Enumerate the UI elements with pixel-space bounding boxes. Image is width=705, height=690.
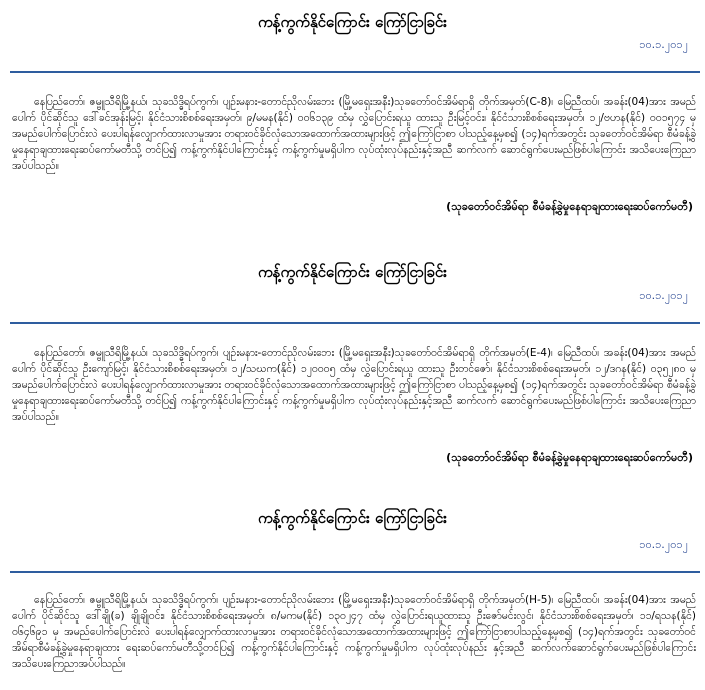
notice-2-title: ကန့်ကွက်နိုင်ကြောင်း ကြော်ငြာခြင်း xyxy=(258,263,447,281)
notice-3-date: ၁၀.၁.၂၀၁၂ xyxy=(639,538,688,551)
notice-2-date: ၁၀.၁.၂၀၁၂ xyxy=(639,289,688,302)
notice-3-title: ကန့်ကွက်နိုင်ကြောင်း ကြော်ငြာခြင်း xyxy=(258,509,447,527)
notice-1-title: ကန့်ကွက်နိုင်ကြောင်း ကြော်ငြာခြင်း xyxy=(258,13,447,31)
notice-3-body: နေပြည်တော်၊ ဇမ္ဗူသီရိမြို့နယ်၊ သုခသိဒ္ဓိရပ်ကွက်၊ ပျဉ်းမနား-တောင်ညိုလမ်းဘေး (မြို့မရှေးအနီး)သုခတော်ဝင်အိမ်ရာရှိ တိုက်အမှတ်(H-5)၊ မြေညီထပ်၊ အခန်း(04)အား အမည်ပေါက် ပိုင်ဆိုင်သူ ဒေါ်ချို(ခ) ချိုချိုဝင်း၊ နိုင်ငံသားစိစစ်ရေးအမှတ်၊ ၈/မကမ(နိုင်) ၁၃၀၂၄၇ ထံမှ လွှဲပြောင်းရယူထားသူ ဦးဇော်မင်းလွင်၊ နိုင်ငံသားစိစစ်ရေးအမှတ်၊ ၁၁/ရသန(နိုင်) ၀၆၄၆၉၁ မှ အမည်ပေါက်ပြောင်းလဲ ပေးပါရန်လျှောက်ထားလာမှုအား တရားဝင်ခိုင်လုံသောအထောက်အထားများဖြင့် ဤကြော်ငြာစာပါသည့်နေ့မှစ၍ (၁၄)ရက်အတွင်း သုခတော်ဝင်အိမ်ရာစီမံခန့်ခွဲမှုနေရာချထား ရေးဆပ်ကော်မတီသို့တင်ပြ၍ ကန့်ကွက်နိုင်ပါကြောင်းနှင့် ကန့်ကွက်မှုမရှိပါက လုပ်ထုံးလုပ်နည်း နှင့်အညီ ဆက်လက်ဆောင်ရွက်ပေးမည်ဖြစ်ပါကြောင်း အသိပေးကြေညာအပ်ပါသည်။ xyxy=(12,594,696,670)
notice-1-date: ၁၀.၁.၂၀၁၂ xyxy=(639,38,688,51)
notice-1-signature: (သုခတော်ဝင်အိမ်ရာ စီမံခန့်ခွဲမှုနေရာချထားရေးဆပ်ကော်မတီ) xyxy=(446,200,693,213)
notice-3-divider xyxy=(10,571,700,573)
notice-2-body: နေပြည်တော်၊ ဇမ္ဗူသီရိမြို့နယ်၊ သုခသိဒ္ဓိရပ်ကွက်၊ ပျဉ်းမနား-တောင်ညိုလမ်းဘေး (မြို့မရှေးအနီး)သုခတော်ဝင်အိမ်ရာရှိ တိုက်အမှတ်(E-4)၊ မြေညီထပ်၊ အခန်း(04)အား အမည်ပေါက် ပိုင်ဆိုင်သူ ဦးကျော်မြင့်၊ နိုင်ငံသားစိစစ်ရေးအမှတ်၊ ၁၂/သဃက(နိုင်) ၁၂၀၀၀၅ ထံမှ လွှဲပြောင်းရယူ ထားသူ ဦးတင်ဇော်၊ နိုင်ငံသားစိစစ်ရေးအမှတ်၊ ၁၂/ဒဂန(နိုင်) ၀၃၅၂၈၀ မှ အမည်ပေါက်ပြောင်းလဲ ပေးပါရန်လျှောက်ထားလာမှုအား တရားဝင်ခိုင်လုံသောအထောက်အထားများဖြင့် ဤကြော်ငြာစာ ပါသည့်နေ့မှစ၍ (၁၄)ရက်အတွင်း သုခတော်ဝင်အိမ်ရာ စီမံခန့်ခွဲမှုနေရာချထားရေးဆပ်ကော်မတီသို့ တင်ပြ၍ ကန့်ကွက်နိုင်ပါကြောင်းနှင့် ကန့်ကွက်မှုမရှိပါက လုပ်ထုံးလုပ်နည်းနှင့်အညီ ဆက်လက် ဆောင်ရွက်ပေးမည်ဖြစ်ပါကြောင်း အသိပေးကြေညာအပ်ပါသည်။ xyxy=(12,347,696,423)
notice-1-body: နေပြည်တော်၊ ဇမ္ဗူသီရိမြို့နယ်၊ သုခသိဒ္ဓိရပ်ကွက်၊ ပျဉ်းမနား-တောင်ညိုလမ်းဘေး (မြို့မရှေးအနီး)သုခတော်ဝင်အိမ်ရာရှိ တိုက်အမှတ်(C-8)၊ မြေညီထပ်၊ အခန်း(04)အား အမည်ပေါက် ပိုင်ဆိုင်သူ ဒေါ်ခင်အုန်းမြင့်၊ နိုင်ငံသားစိစစ်ရေးအမှတ်၊ ၉/မမန(နိုင်) ၀၀၆၁၃၉ ထံမှ လွှဲပြောင်းရယူ ထားသူ ဦးမြင့်ဝင်း၊ နိုင်ငံသားစိစစ်ရေးအမှတ်၊ ၁၂/ဗဟန(နိုင်) ၀၀၁၅၇၄ မှ အမည်ပေါက်ပြောင်းလဲ ပေးပါရန်လျှောက်ထားလာမှုအား တရားဝင်ခိုင်လုံသောအထောက်အထားများဖြင့် ဤကြော်ငြာစာ ပါသည့်နေ့မှစ၍ (၁၄)ရက်အတွင်း သုခတော်ဝင်အိမ်ရာ စီမံခန့်ခွဲမှုနေရာချထားရေးဆပ်ကော်မတီသို့ တင်ပြ၍ ကန့်ကွက်နိုင်ပါကြောင်းနှင့် ကန့်ကွက်မှုမရှိပါက လုပ်ထုံးလုပ်နည်းနှင့်အညီ ဆက်လက် ဆောင်ရွက်ပေးမည်ဖြစ်ပါကြောင်း အသိပေးကြေညာအပ်ပါသည်။ xyxy=(12,96,696,172)
notice-2-signature: (သုခတော်ဝင်အိမ်ရာ စီမံခန့်ခွဲမှုနေရာချထားရေးဆပ်ကော်မတီ) xyxy=(446,451,693,464)
notice-1-divider xyxy=(10,71,700,73)
notice-2-divider xyxy=(10,322,700,324)
